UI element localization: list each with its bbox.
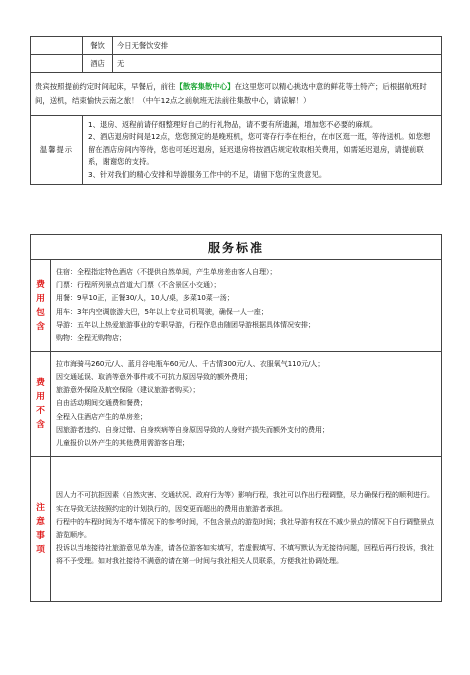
hotel-value: 无: [113, 55, 442, 73]
notice-text-2: 在这里您可以精心挑选中意的鲜花等土特产；后根据航班时间，送机，结束愉快云南之旅！（中午12点之前航班无法前往集散中心，请谅解！）: [35, 82, 427, 105]
tips-row: [31, 116, 442, 185]
distribution-center-highlight: 【散客集散中心】: [175, 82, 235, 91]
list-item: 因旅游者违约、自身过错、自身疾病等自身原因导致的人身财产损失而额外支付的费用；: [56, 425, 329, 434]
day-notice-row: [31, 73, 442, 116]
list-item: 门票：行程所列景点首道大门票（不含景区小交通）；: [56, 281, 221, 290]
list-item: 旅游意外保险及航空保险（建议旅游者购买）；: [56, 386, 200, 395]
meal-row: [31, 37, 442, 55]
list-item: 住宿：全程指定特色酒店（不提供自然单间，产生单房差由客人自理）；: [56, 267, 277, 276]
hotel-label: 酒店: [83, 55, 113, 73]
list-item: 行程中的车程时间为不堵车情况下的参考时间，不包含景点的游览时间；我社导游有权在不减少景点的情况下自行调整景点游览顺序。: [56, 517, 434, 540]
service-title: 服务标准: [31, 235, 442, 260]
list-item: 因人力不可抗拒因素（自然灾害、交通状况、政府行为等）影响行程，我社可以作出行程调整，尽力确保行程的顺利进行。实在导致无法按照约定的计划执行的，因变更而超出的费用由旅游者承担。: [56, 491, 434, 513]
excluded-content: [51, 352, 442, 457]
list-item: 全程入住酒店产生的单房差；: [56, 412, 147, 421]
list-item: 因交通延误、取消等意外事件或不可抗力原因导致的额外费用；: [56, 373, 252, 382]
service-standard-table: [30, 234, 442, 602]
notice-text-1: 贵宾按照提前约定时间起床，早餐后，前往: [35, 82, 176, 91]
day-detail-table: [30, 36, 442, 185]
meal-label: 餐饮: [83, 37, 113, 55]
included-content: [51, 260, 442, 352]
day-notice: [31, 73, 442, 116]
itinerary-page: [30, 36, 441, 602]
service-title-row: [31, 235, 442, 260]
tips-content: [83, 116, 442, 185]
list-item: 导游：五年以上热爱旅游事业的专职导游，行程作息由随团导游根据具体情况安排；: [56, 320, 315, 329]
meal-value: 今日无餐饮安排: [113, 37, 442, 55]
blank-cell: [31, 55, 83, 73]
list-item: 用餐：9早10正，正餐30/人，10人/桌，多菜10菜一汤；: [56, 294, 234, 303]
tips-label: 温馨提示: [31, 116, 83, 185]
notes-content: [51, 457, 442, 602]
excluded-row: [31, 352, 442, 457]
list-item: 儿童报价以外产生的其他费用需游客自理；: [56, 439, 189, 448]
tip-item: 2、酒店退房时间是12点，您您预定的是晚班机，您可寄存行李在柜台，在市区逛一逛，等待送机。如您想留在酒店房间内等待，您也可延迟退房，延迟退房将按酒店规定收取相关费用，如需延迟退房，请提前联系，谢谢您的支持。: [88, 132, 431, 167]
included-label: 费 用 包 含: [31, 260, 51, 352]
list-item: 拉市海骑马260元/人、蓝月谷电瓶车60元/人、千古情300元/人、衣服氧气110元/人；: [56, 359, 325, 368]
list-item: 用车：3年内空调旅游大巴，5年以上专业司机驾驶，确保一人一座；: [56, 307, 268, 316]
excluded-label: 费 用 不 含: [31, 352, 51, 457]
list-item: 自由活动期间交通费和餐费；: [56, 399, 147, 408]
tip-item: 3、针对我们的精心安排和导游服务工作中的不足，请留下您的宝贵意见。: [88, 169, 327, 179]
blank-cell: [31, 37, 83, 55]
list-item: 购物：全程无购物店；: [56, 333, 126, 342]
tip-item: 1、退房、返程前请仔细整理好自己的行礼物品，请不要有所遗漏，增加您不必要的麻烦。: [88, 120, 378, 129]
notes-label: 注 意 事 项: [31, 457, 51, 602]
notes-row: [31, 457, 442, 602]
list-item: 投诉以当地接待社旅游意见单为准，请各位游客如实填写，若虚假填写、不填写默认为无接待问题，回程后再行投诉，我社将不予受理。如对我社接待不满意的请在第一时间与我社相关人员联系，方便我社协调处理。: [56, 544, 434, 566]
included-row: [31, 260, 442, 352]
hotel-row: [31, 55, 442, 73]
